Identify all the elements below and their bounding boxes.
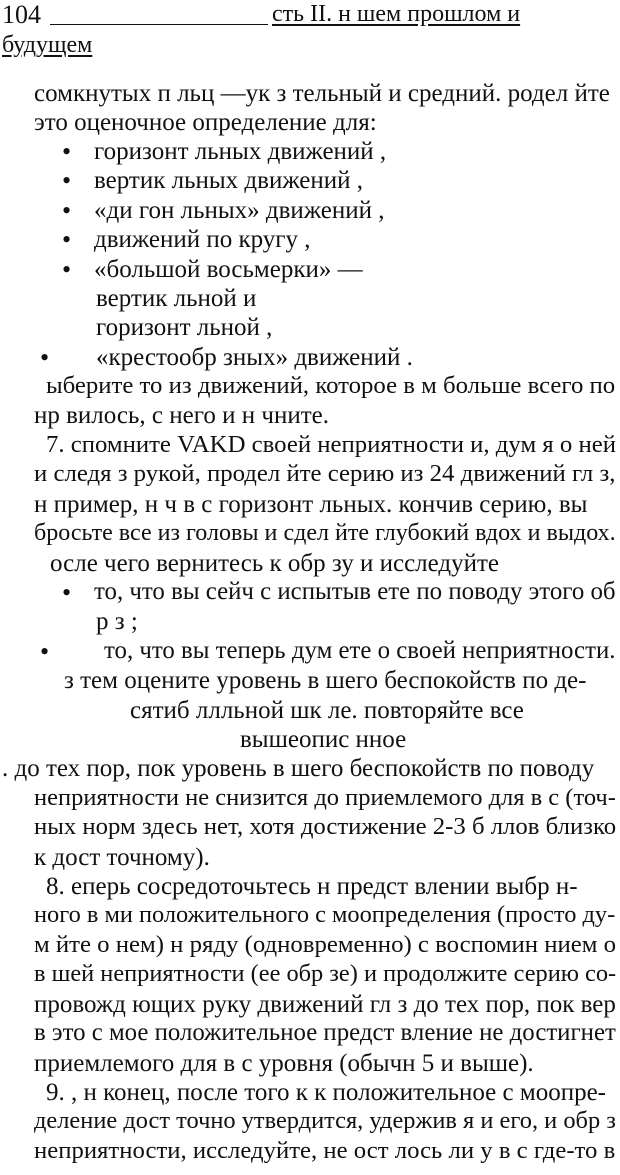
text-line: н пример, н ч в с горизонт льных. кончив серию, вы — [34, 491, 588, 518]
text-line: сятиб ллльной шк ле. повторяйте все — [130, 697, 524, 724]
text-line: это оценочное определение для: — [34, 109, 377, 136]
text-line: бросьте все из головы и сдел йте глубокий вдох и выдох. — [34, 520, 616, 546]
list-item-cont: вертик льной и — [96, 285, 257, 312]
list-item: горизонт льных движений , — [94, 138, 387, 165]
bullet-icon: • — [40, 637, 50, 666]
text-line: в это с мое положительное предст вление не достигнет — [34, 1019, 616, 1046]
text-line: неприятности не снизится до приемлемого для в с (точ- — [34, 784, 616, 811]
list-item: «крестообр зных» движений . — [96, 344, 413, 371]
text-line: ыберите то из движений, которое в м больше всего по — [46, 372, 616, 399]
list-item: «большой восьмерки» — — [94, 256, 363, 283]
list-item: то, что вы сейч с испытыв ете по поводу этого об — [94, 578, 616, 605]
bullet-icon: • — [62, 578, 72, 607]
bullet-icon: • — [62, 137, 72, 166]
text-line: осле чего вернитесь к обр зу и исследуйте — [50, 550, 500, 577]
page-number: 104 — [2, 0, 41, 29]
bullet-icon: • — [62, 225, 72, 254]
text-line: . до тех пор, пок уровень в шего беспокойств по поводу — [2, 755, 595, 782]
bullet-icon: • — [40, 343, 50, 372]
text-line: приемлемого для в с уровня (обычн 5 и выше). — [34, 1050, 534, 1077]
text-line: деление дост точно утвердится, удержив я и его, и обр з — [34, 1107, 616, 1134]
text-line: ного в ми положительного с моопределения (просто ду- — [34, 901, 616, 928]
text-line: м йте о нем) н ряду (одновременно) с воспомин нием о — [34, 931, 617, 958]
list-item: то, что вы теперь дум ете о своей неприятности. — [104, 637, 616, 664]
text-line: 9. , н конец, после того к к положительное с моопре- — [46, 1079, 606, 1106]
list-item: движений по кругу , — [94, 226, 311, 253]
running-head-rule — [50, 24, 268, 25]
list-item-cont: горизонт льной , — [96, 314, 273, 341]
text-line: к дост точному). — [34, 844, 210, 871]
text-line: и следя з рукой, продел йте серию из 24 движений гл з, — [34, 460, 616, 487]
bullet-icon: • — [62, 196, 72, 225]
text-line: вышеопис нное — [240, 726, 407, 753]
text-line: неприятности, исследуйте, не ост лось ли у в с где-то в — [34, 1137, 616, 1164]
text-line: з тем оцените уровень в шего беспокойств по де- — [64, 667, 587, 694]
text-line: нр вилось, с него и н чните. — [34, 402, 329, 429]
text-line: 8. еперь сосредоточьтесь н предст влении выбр н- — [46, 873, 578, 900]
text-line: провожд ющих руку движений гл з до тех пор, пок вер — [34, 991, 616, 1018]
bullet-icon: • — [62, 255, 72, 284]
list-item-cont: р з ; — [96, 608, 138, 635]
text-line: сомкнутых п льц —ук з тельный и средний. родел йте — [34, 80, 610, 107]
text-line: в шей неприятности (ее обр зе) и продолжите серию со- — [34, 960, 617, 987]
text-line: 7. спомните VAKD своей неприятности и, дум я о ней — [46, 431, 616, 458]
text-line: ных норм здесь нет, хотя достижение 2-3 б ллов близко — [34, 813, 617, 840]
list-item: «ди гон льных» движений , — [94, 197, 385, 224]
running-head-title: сть II. н шем прошлом и — [272, 1, 521, 27]
list-item: вертик льных движений , — [94, 167, 364, 194]
bullet-icon: • — [62, 166, 72, 195]
running-head-title-cont: будущем — [2, 32, 93, 58]
